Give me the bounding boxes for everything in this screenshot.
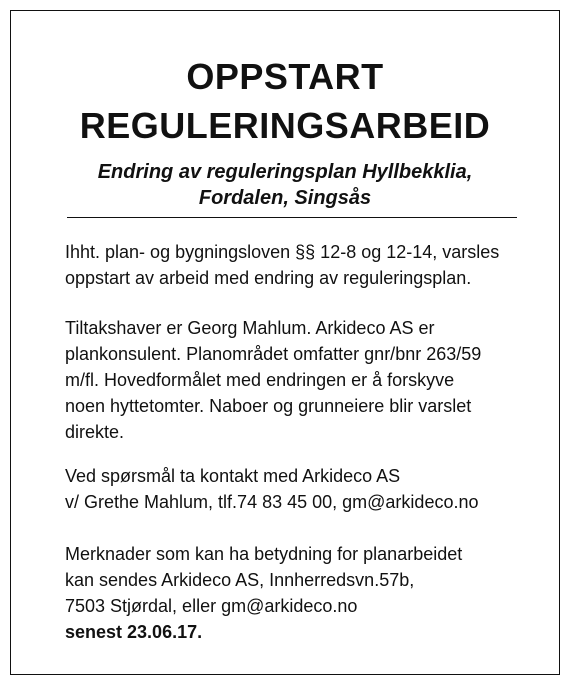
paragraph-line: 7503 Stjørdal, eller gm@arkideco.no bbox=[65, 596, 358, 616]
paragraph-contact bbox=[65, 463, 535, 515]
paragraph-line: direkte. bbox=[65, 422, 125, 442]
paragraph-line: Merknader som kan ha betydning for planarbeidet bbox=[65, 544, 463, 564]
notice-title-line-2: REGULERINGSARBEID bbox=[79, 105, 491, 146]
public-notice bbox=[10, 10, 560, 675]
paragraph-line: noen hyttetomter. Naboer og grunneiere blir varslet bbox=[65, 396, 472, 416]
paragraph-submissions bbox=[65, 541, 535, 645]
paragraph-line: oppstart av arbeid med endring av reguleringsplan. bbox=[65, 268, 472, 288]
paragraph-line: m/fl. Hovedformålet med endringen er å forskyve bbox=[65, 370, 455, 390]
deadline-text: senest 23.06.17. bbox=[65, 622, 203, 642]
notice-subtitle-line-1: Endring av reguleringsplan Hyllbekklia, bbox=[97, 161, 473, 183]
paragraph-line: plankonsulent. Planområdet omfatter gnr/bnr 263/59 bbox=[65, 344, 482, 364]
divider bbox=[67, 217, 517, 218]
notice-title-line-1: OPPSTART bbox=[186, 56, 384, 97]
paragraph-line: v/ Grethe Mahlum, tlf.74 83 45 00, gm@arkideco.no bbox=[65, 492, 479, 512]
paragraph-project-details bbox=[65, 315, 535, 445]
paragraph-line: Ved spørsmål ta kontakt med Arkideco AS bbox=[65, 466, 401, 486]
notice-subtitle-line-2: Fordalen, Singsås bbox=[198, 187, 372, 209]
paragraph-line: kan sendes Arkideco AS, Innherredsvn.57b, bbox=[65, 570, 415, 590]
paragraph-line: Ihht. plan- og bygningsloven §§ 12-8 og 12-14, varsles bbox=[65, 242, 500, 262]
paragraph-line: Tiltakshaver er Georg Mahlum. Arkideco AS er bbox=[65, 318, 435, 338]
paragraph-legal-basis bbox=[65, 239, 535, 291]
